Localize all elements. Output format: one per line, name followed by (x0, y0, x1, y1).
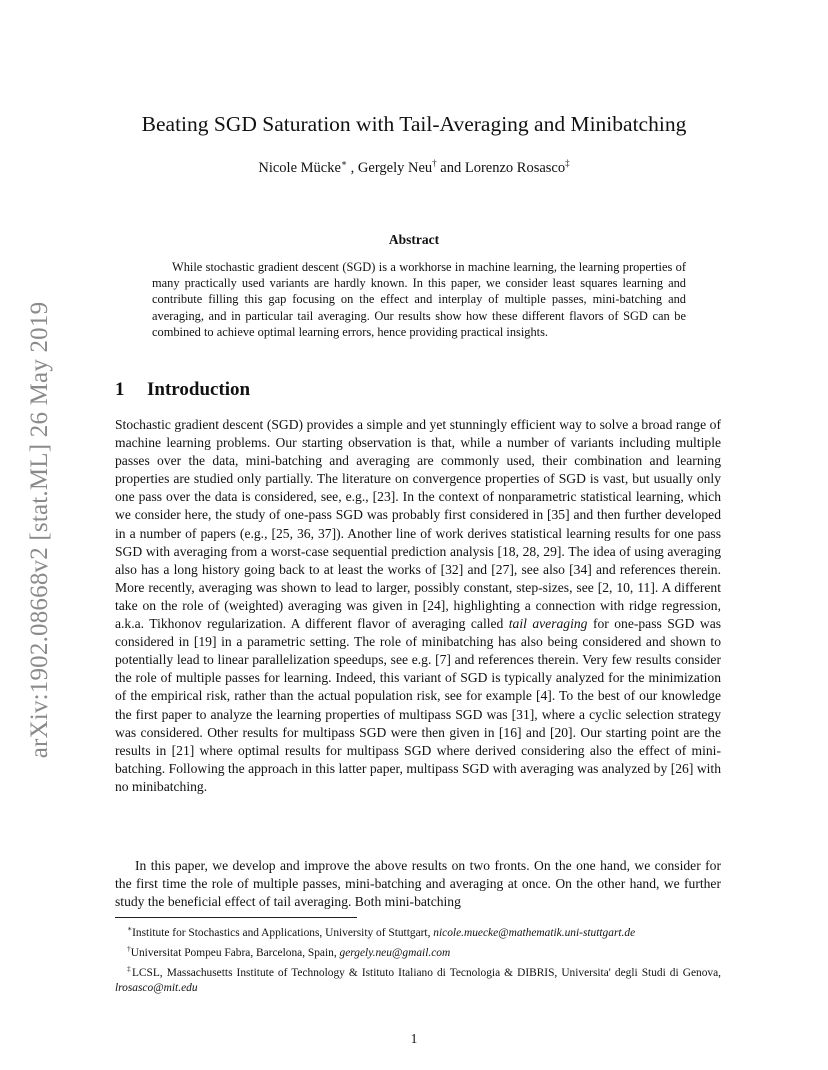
footnote-email: lrosasco@mit.edu (115, 982, 198, 994)
footnotes (115, 921, 721, 996)
footnote-email: nicole.muecke@mathematik.uni-stuttgart.de (433, 926, 636, 939)
arxiv-identifier: arXiv:1902.08668v2 [stat.ML] 26 May 2019 (26, 301, 53, 759)
abstract-text: While stochastic gradient descent (SGD) is a workhorse in machine learning, the learning properties of many practically used variants are hardly known. In this paper, we consider least squares learning and contribute filling this gap focusing on the effect and interplay of multiple passes, mini-batching and averaging, and in particular tail averaging. Our results show how these different flavors of SGD can be combined to achieve optimal learning errors, hence providing practical insights. (152, 260, 686, 339)
author-separator: , (347, 159, 358, 176)
arxiv-sidebar-stamp (20, 270, 60, 790)
author-mark: ∗ (340, 158, 348, 168)
author-separator: and (436, 159, 465, 176)
section-number: 1 (115, 379, 125, 400)
footnote: ‡LCSL, Massachusetts Institute of Technology & Istituto Italiano di Tecnologia & DIBRIS, Universita' degli Studi di Genova, lrosasco@mit.edu (115, 964, 721, 994)
section-heading (115, 379, 250, 401)
author-list (0, 158, 828, 177)
page-number: 1 (410, 1031, 418, 1046)
author-mark: † (432, 158, 437, 168)
intro-paragraph-1 (115, 416, 721, 796)
emphasis-tail-averaging: tail averaging (508, 616, 588, 632)
abstract-heading: Abstract (388, 232, 440, 247)
section-title: Introduction (147, 379, 251, 400)
footnote: ∗Institute for Stochastics and Applications, University of Stuttgart, nicole.muecke@mathematik.uni-stuttgart.de (127, 924, 636, 939)
intro-text: for one-pass SGD was considered in [19] in a parametric setting. The role of minibatching has also being considered and shown to potentially lead to linear parallelization speedups, see e.g. [7] and references therein. Very few results consider the role of multiple passes for learning. Indeed, this variant of SGD is typically analyzed for the minimization of the empirical risk, rather than the actual population risk, see for example [4]. To the best of our knowledge the first paper to analyze the learning properties of multipass SGD was [31], where a cyclic selection strategy was considered. Other results for multipass SGD were then given in [16] and [20]. Our starting point are the results in [21] where optimal results for multipass SGD where derived considering also the effect of mini-batching. Following the approach in this latter paper, multipass SGD with averaging was analyzed by [26] with no minibatching. (115, 616, 722, 794)
author-mark: ‡ (565, 158, 570, 168)
footnote-divider (115, 917, 357, 918)
footnote-email: gergely.neu@gmail.com (339, 946, 451, 959)
author-name: Gergely Neu (357, 159, 433, 176)
intro-paragraph-2: In this paper, we develop and improve the above results on two fronts. On the one hand, we consider for the first time the role of multiple passes, mini-batching and averaging at once. On the other hand, we further study the beneficial effect of tail averaging. Both mini-batching (115, 858, 721, 910)
intro-text: Stochastic gradient descent (SGD) provides a simple and yet stunningly efficient way to solve a broad range of machine learning problems. Our starting observation is that, while a number of variants including multiple passes over the data, mini-batching and averaging are commonly used, their combination and learning properties are studied only partially. The literature on convergence properties of SGD is vast, but usually only one pass over the data is considered, see, e.g., [23]. In the context of nonparametric statistical learning, which we consider here, the study of one-pass SGD was probably first considered in [35] and then further developed in a number of papers (e.g., [25, 36, 37]). Another line of work derives statistical learning results for one pass SGD with averaging from a worst-case sequential prediction analysis [18, 28, 29]. The idea of using averaging also has a long history going back to at least the works of [32] and [27], see also [34] and references therein. More recently, averaging was shown to lead to larger, possibly constant, step-sizes, see [2, 10, 11]. A different take on the role of (weighted) averaging was given in [24], highlighting a connection with ridge regression, a.k.a. Tikhonov regularization. (115, 417, 721, 632)
intro-text: A different flavor of averaging called (290, 616, 504, 632)
author-name: Nicole Mücke (258, 159, 341, 176)
paper-title: Beating SGD Saturation with Tail-Averaging and Minibatching (141, 112, 687, 136)
footnote: †Universitat Pompeu Fabra, Barcelona, Spain, gergely.neu@gmail.com (127, 944, 451, 959)
author-name: Lorenzo Rosasco (464, 159, 566, 176)
